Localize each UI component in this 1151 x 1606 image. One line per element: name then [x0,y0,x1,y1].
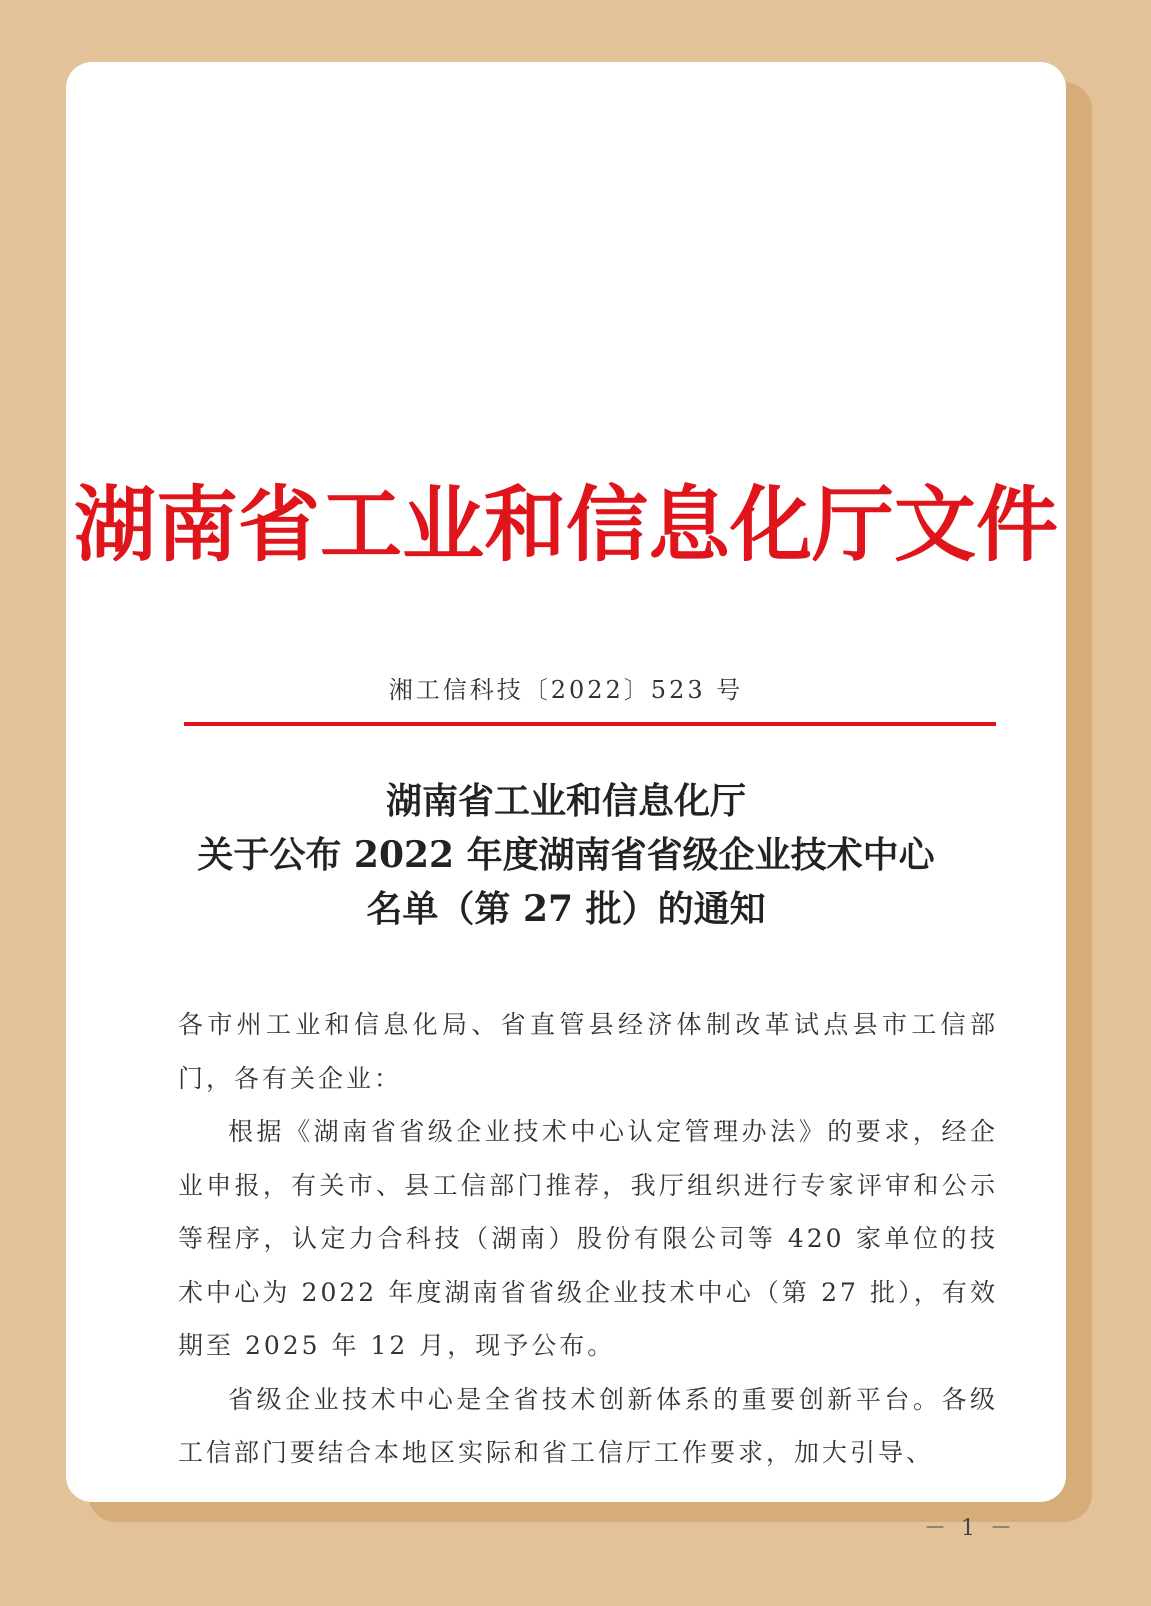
notice-title-line-1: 湖南省工业和信息化厅 [385,780,746,822]
document-header-title: 湖南省工业和信息化厅文件 [73,477,1058,573]
notice-title-line-2: 关于公布 2022 年度湖南省省级企业技术中心 [197,834,935,876]
document-number: 湘工信科技〔2022〕523 号 [388,676,744,704]
notice-body [178,998,998,1480]
body-paragraph-2: 省级企业技术中心是全省技术创新体系的重要创新平台。各级工信部门要结合本地区实际和省工信厅工作要求，加大引导、 [178,1384,998,1467]
notice-title [66,774,1066,936]
document-page [66,62,1066,1541]
salutation: 各市州工业和信息化局、省直管县经济体制改革试点县市工信部门，各有关企业： [178,1010,998,1093]
body-paragraph-1: 根据《湖南省省级企业技术中心认定管理办法》的要求，经企业申报，有关市、县工信部门推荐，我厅组织进行专家评审和公示等程序，认定力合科技（湖南）股份有限公司等 420 家单位的技术中心为 2022 年度湖南省省级企业技术中心（第 27 批），有效期至 2025 年 12 月，现予公布。 [178,1117,998,1360]
red-divider-line [184,722,996,726]
notice-title-line-3: 名单（第 27 批）的通知 [366,888,766,930]
page-number: － 1 － [924,1516,1016,1541]
